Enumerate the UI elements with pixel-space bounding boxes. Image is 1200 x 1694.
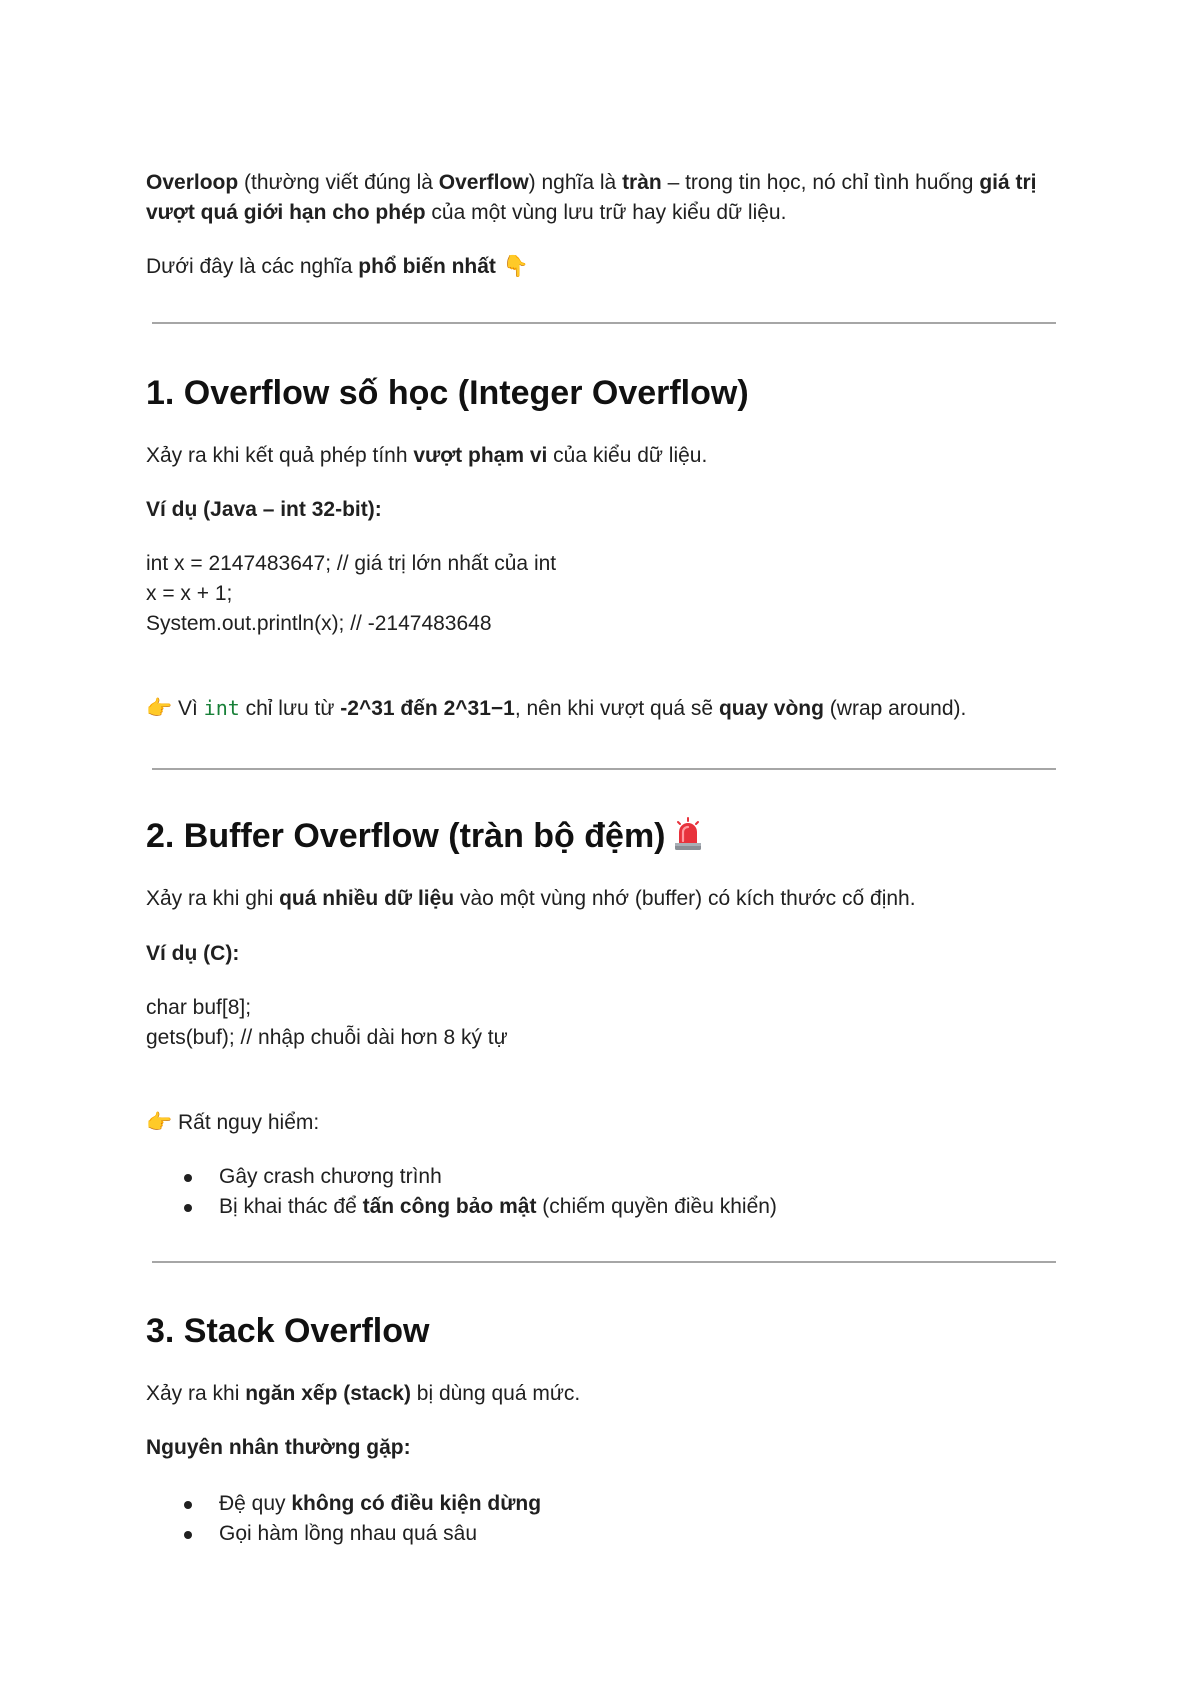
horizontal-divider	[152, 1261, 1056, 1263]
section1-note: 👉 Vì int chỉ lưu từ -2^31 đến 2^31−1, nên khi vượt quá sẽ quay vòng (wrap around).	[146, 696, 967, 720]
intro-paragraph: Overloop (thường viết đúng là Overflow) nghĩa là tràn – trong tin học, nó chỉ tình huống giá trị vượt quá giới hạn cho phép của một vùng lưu trữ hay kiểu dữ liệu.	[146, 171, 1037, 224]
horizontal-divider	[152, 768, 1056, 770]
siren-icon	[672, 817, 704, 851]
term-overflow: Overflow	[438, 171, 529, 194]
code-line: char buf[8];	[146, 996, 252, 1019]
section3-cause-label: Nguyên nhân thường gặp:	[146, 1436, 411, 1459]
bullet-dot	[184, 1531, 192, 1539]
code-line: gets(buf); // nhập chuỗi dài hơn 8 ký tự	[146, 1026, 508, 1049]
section2-code-block	[146, 993, 508, 1053]
list-item: Gọi hàm lồng nhau quá sâu	[146, 1519, 541, 1549]
section1-code-block	[146, 549, 556, 639]
section-heading-stack-overflow: 3. Stack Overflow	[146, 1312, 430, 1350]
section1-example-label: Ví dụ (Java – int 32-bit):	[146, 498, 382, 521]
list-item: Gây crash chương trình	[146, 1162, 777, 1192]
code-line: x = x + 1;	[146, 582, 233, 605]
term-overloop: Overloop	[146, 171, 239, 194]
pointing-down-icon: 👇	[495, 254, 529, 278]
pointing-right-icon: 👉	[146, 1110, 173, 1134]
section3-bullet-list	[146, 1489, 541, 1549]
section-heading-integer-overflow: 1. Overflow số học (Integer Overflow)	[146, 374, 749, 412]
code-line: int x = 2147483647; // giá trị lớn nhất của int	[146, 552, 557, 575]
section2-example-label: Ví dụ (C):	[146, 942, 240, 965]
term-meaning: tràn	[622, 171, 662, 194]
intro-subline: Dưới đây là các nghĩa phổ biến nhất 👇	[146, 254, 529, 278]
section2-bullet-list	[146, 1162, 777, 1222]
code-line: System.out.println(x); // -2147483648	[146, 612, 492, 635]
list-item: Bị khai thác để tấn công bảo mật (chiếm quyền điều khiển)	[146, 1192, 777, 1222]
horizontal-divider	[152, 322, 1056, 324]
section1-description: Xảy ra khi kết quả phép tính vượt phạm vi của kiểu dữ liệu.	[146, 444, 708, 467]
bullet-dot	[184, 1174, 192, 1182]
pointing-right-icon: 👉	[146, 696, 173, 720]
bullet-dot	[184, 1501, 192, 1509]
section2-description: Xảy ra khi ghi quá nhiều dữ liệu vào một vùng nhớ (buffer) có kích thước cố định.	[146, 887, 916, 910]
section2-note: 👉 Rất nguy hiểm:	[146, 1110, 320, 1134]
section-heading-buffer-overflow: 2. Buffer Overflow (tràn bộ đệm)	[146, 814, 704, 858]
inline-code-int: int	[203, 696, 240, 720]
section3-description: Xảy ra khi ngăn xếp (stack) bị dùng quá mức.	[146, 1382, 581, 1405]
list-item: Đệ quy không có điều kiện dừng	[146, 1489, 541, 1519]
bullet-dot	[184, 1204, 192, 1212]
